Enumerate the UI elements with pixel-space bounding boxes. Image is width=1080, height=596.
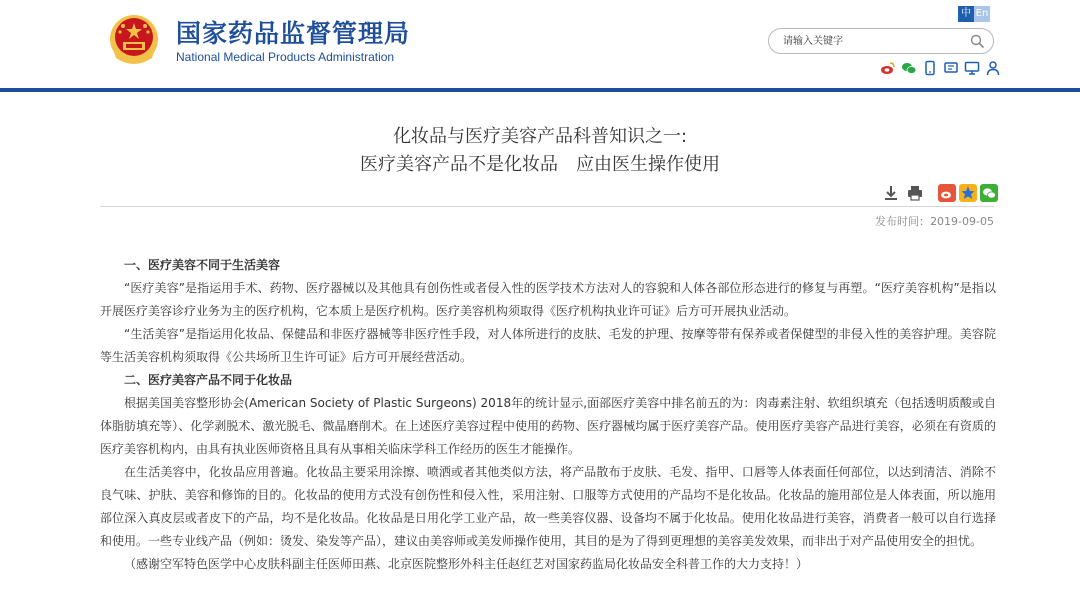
lang-zh-button[interactable]: 中 — [958, 6, 974, 22]
article-divider — [100, 206, 994, 207]
article-tools — [882, 184, 998, 202]
article-body — [100, 254, 996, 576]
monitor-icon[interactable] — [964, 60, 980, 76]
mobile-icon[interactable] — [922, 60, 938, 76]
search-input[interactable] — [783, 33, 963, 50]
publish-date-value: 2019-09-05 — [930, 215, 994, 228]
article-title-line1: 化妆品与医疗美容产品科普知识之一: — [392, 126, 688, 147]
search-box — [768, 28, 994, 54]
qzone-share-icon[interactable] — [959, 184, 977, 202]
paragraph: “生活美容”是指运用化妆品、保健品和非医疗器械等非医疗性手段，对人体所进行的皮肤、毛发的护理、按摩等带有保养或者保健型的非侵入性的美容护理。美容院等生活美容机构须取得《公共场所卫生许可证》后方可开展经营活动。 — [100, 327, 996, 364]
wechat-icon[interactable] — [901, 60, 917, 76]
download-icon[interactable] — [882, 184, 900, 202]
header-divider-bar — [0, 88, 1080, 92]
social-icons — [880, 60, 1001, 76]
paragraph: “医疗美容”是指运用手术、药物、医疗器械以及其他具有创伤性或者侵入性的医学技术方法对人的容貌和人体各部位形态进行的修复与再塑。“医疗美容机构”是指以开展医疗美容诊疗业务为主的医疗机构，它本质上是医疗机构。医疗美容机构须取得《医疗机构执业许可证》后方可开展执业活动。 — [100, 281, 996, 318]
section-heading: 二、医疗美容产品不同于化妆品 — [124, 373, 293, 387]
site-title-cn[interactable]: 国家药品监督管理局 — [176, 19, 411, 48]
wechat-share-icon[interactable] — [980, 184, 998, 202]
publish-date — [875, 213, 994, 229]
site-title-en[interactable]: National Medical Products Administration — [176, 50, 395, 64]
acknowledgement-paragraph: （感谢空军特色医学中心皮肤科副主任医师田燕、北京医院整形外科主任赵红艺对国家药监局化妆品安全科普工作的大力支持！） — [124, 557, 809, 571]
print-icon[interactable] — [906, 184, 924, 202]
paragraph: 根据美国美容整形协会(American Society of Plastic Surgeons) 2018年的统计显示,面部医疗美容中排名前五的为：肉毒素注射、软组织填充（包括透明质酸或自体脂肪填充等）、化学剥脱术、激光脱毛、微晶磨削术。在上述医疗美容过程中使用的药物、医疗器械均属于医疗美容产品。使用医疗美容产品进行美容，必须在有资质的医疗美容机构内，由具有执业医师资格且具有从事相关临床学科工作经历的医生才能操作。 — [100, 396, 996, 456]
rss-icon[interactable] — [943, 60, 959, 76]
site-header — [0, 0, 1080, 88]
lang-en-button[interactable]: En — [974, 6, 990, 22]
user-icon[interactable] — [985, 60, 1001, 76]
language-switch — [958, 6, 990, 22]
national-emblem-icon[interactable] — [108, 12, 160, 66]
search-icon[interactable] — [970, 34, 985, 49]
weibo-icon[interactable] — [880, 60, 896, 76]
section-heading: 一、医疗美容不同于生活美容 — [124, 258, 281, 272]
publish-label: 发布时间： — [875, 215, 931, 228]
paragraph: 在生活美容中，化妆品应用普遍。化妆品主要采用涂擦、喷洒或者其他类似方法，将产品散布于皮肤、毛发、指甲、口唇等人体表面任何部位，以达到清洁、消除不良气味、护肤、美容和修饰的目的。化妆品的使用方式没有创伤性和侵入性，采用注射、口服等方式使用的产品均不是化妆品。化妆品的施用部位是人体表面，所以施用部位深入真皮层或者皮下的产品，均不是化妆品。化妆品是日用化学工业产品，故一些美容仪器、设备均不属于化妆品。使用化妆品进行美容，消费者一般可以自行选择和使用。一些专业线产品（例如：烫发、染发等产品），建议由美容师或美发师操作使用，其目的是为了得到更理想的美容美发效果，而非出于对产品使用安全的担忧。 — [100, 465, 996, 548]
article-title-line2: 医疗美容产品不是化妆品 应由医生操作使用 — [360, 154, 720, 175]
weibo-share-icon[interactable] — [938, 184, 956, 202]
